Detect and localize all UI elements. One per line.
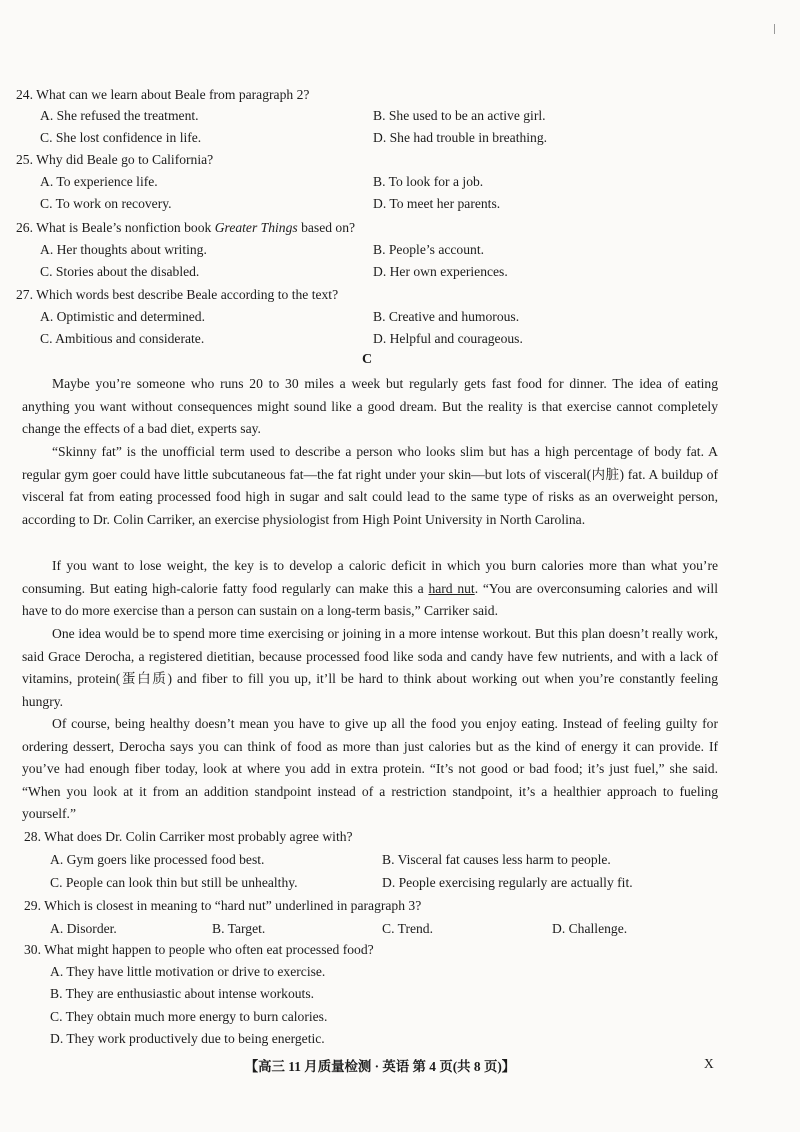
q29-option-c: C. Trend. <box>382 921 433 936</box>
passage-paragraph-2 <box>22 441 718 531</box>
q25-option-c: C. To work on recovery. <box>40 196 172 211</box>
question-24-stem: 24. What can we learn about Beale from paragraph 2? <box>16 87 310 102</box>
q30-option-b: B. They are enthusiastic about intense workouts. <box>50 986 315 1001</box>
q27-option-a: A. Optimistic and determined. <box>40 309 205 324</box>
passage-paragraph-3 <box>22 555 718 623</box>
scan-edge-mark <box>774 24 775 34</box>
q24-option-d: D. She had trouble in breathing. <box>373 130 548 145</box>
passage-paragraph-5 <box>22 713 718 826</box>
q29-option-b: B. Target. <box>212 921 266 936</box>
question-29-stem: 29. Which is closest in meaning to “hard nut” underlined in paragraph 3? <box>24 898 422 913</box>
question-30-stem: 30. What might happen to people who often eat processed food? <box>24 942 374 957</box>
question-28-stem: 28. What does Dr. Colin Carriker most probably agree with? <box>24 829 353 844</box>
q26-option-b: B. People’s account. <box>373 242 484 257</box>
q28-option-c: C. People can look thin but still be unhealthy. <box>50 875 298 890</box>
q26-option-c: C. Stories about the disabled. <box>40 264 200 279</box>
passage-paragraph-4 <box>22 623 718 713</box>
q30-option-c: C. They obtain much more energy to burn calories. <box>50 1009 328 1024</box>
q25-option-d: D. To meet her parents. <box>373 196 501 211</box>
p2-text: “Skinny fat” is the unofficial term used to describe a person who looks slim but has a high percentage of body fat. A regular gym goer could have little subcutaneous fat—the fat right under your skin—but lots of visceral(内脏) fat. A buildup of visceral fat from eating processed food high in sugar and salt could lead to the same type of risks as an overweight person, according to Dr. Colin Carriker, an exercise physiologist from High Point University in North Carolina. <box>22 444 718 527</box>
q26-option-a: A. Her thoughts about writing. <box>40 242 207 257</box>
question-26-stem <box>16 219 355 237</box>
p4-text: One idea would be to spend more time exercising or joining in a more intense workout. But this plan doesn’t really work, said Grace Derocha, a registered dietitian, because processed food like soda and candy have few nutrients, and with a lack of vitamins, protein(蛋白质) and fiber to fill you up, it’ll be hard to think about working out when you’re constantly feeling hungry. <box>22 626 718 709</box>
q24-option-c: C. She lost confidence in life. <box>40 130 202 145</box>
q24-option-b: B. She used to be an active girl. <box>373 108 546 123</box>
q27-option-c: C. Ambitious and considerate. <box>40 331 205 346</box>
section-c-heading: C <box>362 352 373 367</box>
q30-option-a: A. They have little motivation or drive to exercise. <box>50 964 326 979</box>
q28-option-d: D. People exercising regularly are actually fit. <box>382 875 633 890</box>
q26-stem-end: based on? <box>297 220 356 235</box>
footer-version-letter: X <box>704 1056 714 1071</box>
p5-text: Of course, being healthy doesn’t mean you have to give up all the food you enjoy eating. Instead of feeling guilty for ordering dessert, Derocha says you can think of food as more than just calories but as the kind of energy it can provide. If you’ve had enough fiber today, look at where you add in extra protein. “It’s not good or bad food; it’s just fuel,” she said. “When you look at it from an addition standpoint instead of a restriction standpoint, it’s a healthier approach to fueling yourself.” <box>22 716 718 822</box>
q25-option-a: A. To experience life. <box>40 174 158 189</box>
p1-text: Maybe you’re someone who runs 20 to 30 miles a week but regularly gets fast food for dinner. The idea of eating anything you want without consequences might sound like a good dream. But the reality is that exercise cannot completely change the effects of a bad diet, experts say. <box>22 376 718 437</box>
hard-nut-underlined: hard nut <box>428 580 475 596</box>
question-25-stem: 25. Why did Beale go to California? <box>16 152 214 167</box>
q28-option-a: A. Gym goers like processed food best. <box>50 852 265 867</box>
q29-option-d: D. Challenge. <box>552 921 628 936</box>
passage-paragraph-1 <box>22 373 718 441</box>
footer-exam-info: 【高三 11 月质量检测 · 英语 第 4 页(共 8 页)】 <box>244 1059 516 1074</box>
q26-option-d: D. Her own experiences. <box>373 264 508 279</box>
p3-text-start: If you want to lose weight, the key is to develop a caloric deficit in which you burn calories more than what you’re consuming. But eating high-calorie fatty food regularly can make this a <box>22 558 718 596</box>
q29-option-a: A. Disorder. <box>50 921 117 936</box>
q27-option-d: D. Helpful and courageous. <box>373 331 523 346</box>
q26-book-title: Greater Things <box>214 220 298 235</box>
q26-stem-start: 26. What is Beale’s nonfiction book <box>16 220 215 235</box>
q27-option-b: B. Creative and humorous. <box>373 309 520 324</box>
p3-text-end: . “You are overconsuming calories and will have to do more exercise than a person can sustain on a long-term basis,” Carriker said. <box>22 580 718 619</box>
q25-option-b: B. To look for a job. <box>373 174 484 189</box>
q28-option-b: B. Visceral fat causes less harm to people. <box>382 852 611 867</box>
question-27-stem: 27. Which words best describe Beale according to the text? <box>16 287 339 302</box>
q24-option-a: A. She refused the treatment. <box>40 108 199 123</box>
q30-option-d: D. They work productively due to being energetic. <box>50 1031 325 1046</box>
